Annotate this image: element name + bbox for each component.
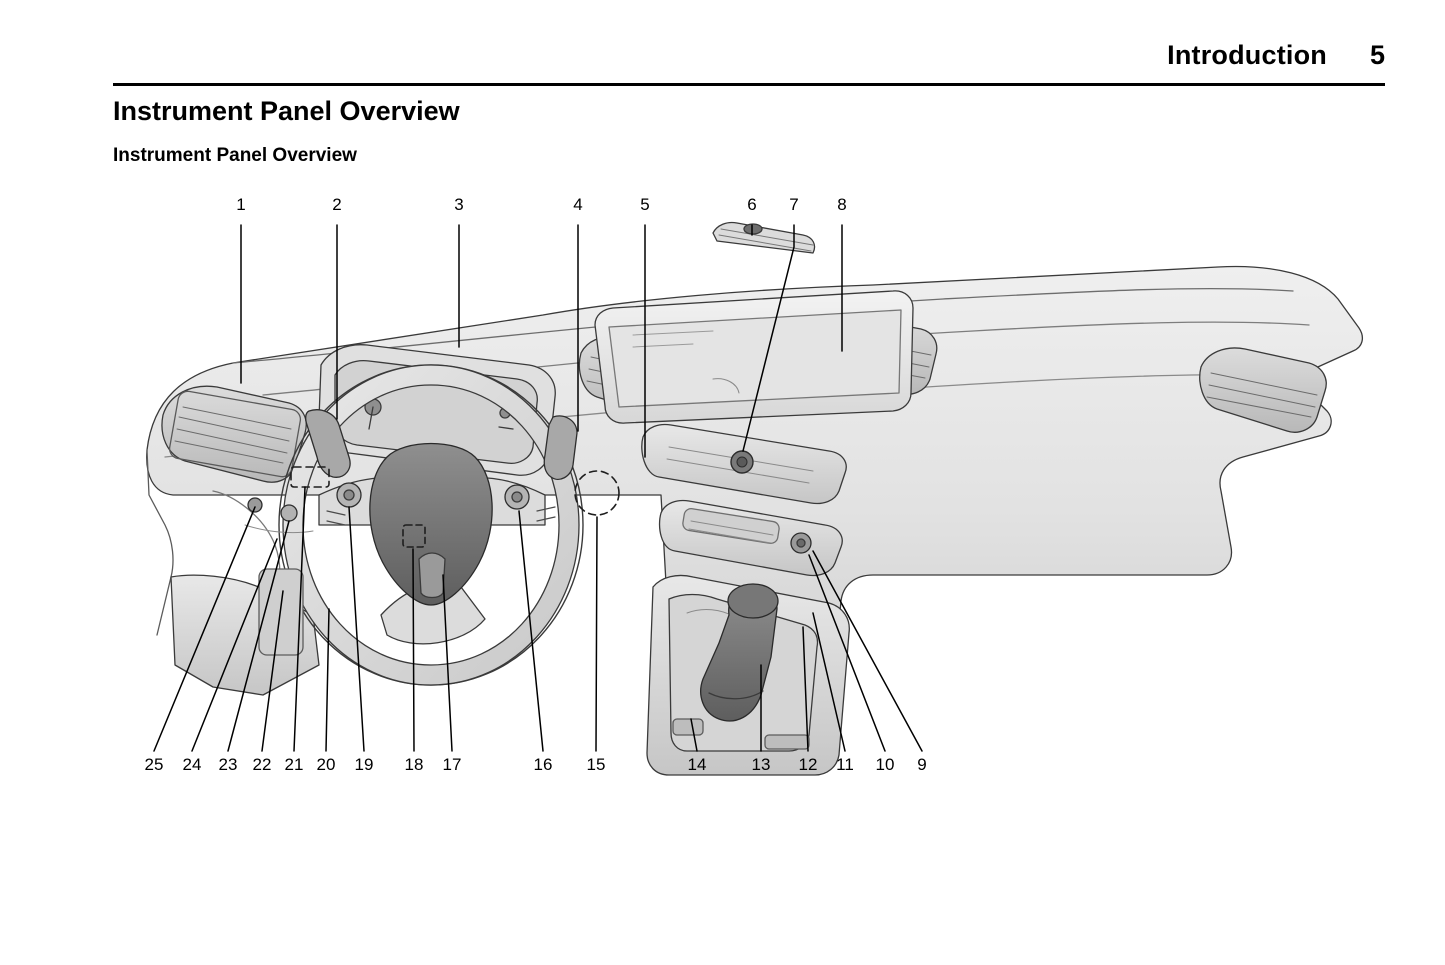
- callout-11: 11: [836, 755, 854, 774]
- instrument-panel-illustration: [113, 195, 1393, 795]
- callout-9: 9: [917, 755, 927, 774]
- callout-14: 14: [687, 755, 707, 774]
- callout-18: 18: [404, 755, 424, 774]
- callout-1: 1: [236, 195, 246, 214]
- callout-21: 21: [284, 755, 304, 774]
- callout-24: 24: [182, 755, 202, 774]
- callout-15: 15: [586, 755, 606, 774]
- header-page-number: 5: [1369, 40, 1385, 70]
- callout-20: 20: [316, 755, 336, 774]
- header-section-title: Introduction: [1167, 40, 1327, 70]
- callout-23: 23: [218, 755, 238, 774]
- callout-10: 10: [875, 755, 895, 774]
- callout-12: 12: [798, 755, 818, 774]
- callout-17: 17: [442, 755, 462, 774]
- callout-19: 19: [354, 755, 374, 774]
- callout-7: 7: [789, 195, 799, 214]
- callout-22: 22: [252, 755, 272, 774]
- callout-2: 2: [332, 195, 342, 214]
- callout-5: 5: [640, 195, 650, 214]
- callout-4: 4: [573, 195, 583, 214]
- callout-25: 25: [144, 755, 164, 774]
- page-title: Instrument Panel Overview: [113, 96, 460, 126]
- page-header: [113, 40, 1385, 71]
- callout-16: 16: [533, 755, 553, 774]
- callout-6: 6: [747, 195, 757, 214]
- header-divider: [113, 83, 1385, 86]
- callout-8: 8: [837, 195, 847, 214]
- callout-13: 13: [751, 755, 771, 774]
- instrument-panel-figure: [113, 195, 1393, 795]
- section-subtitle: Instrument Panel Overview: [113, 145, 357, 166]
- callout-3: 3: [454, 195, 464, 214]
